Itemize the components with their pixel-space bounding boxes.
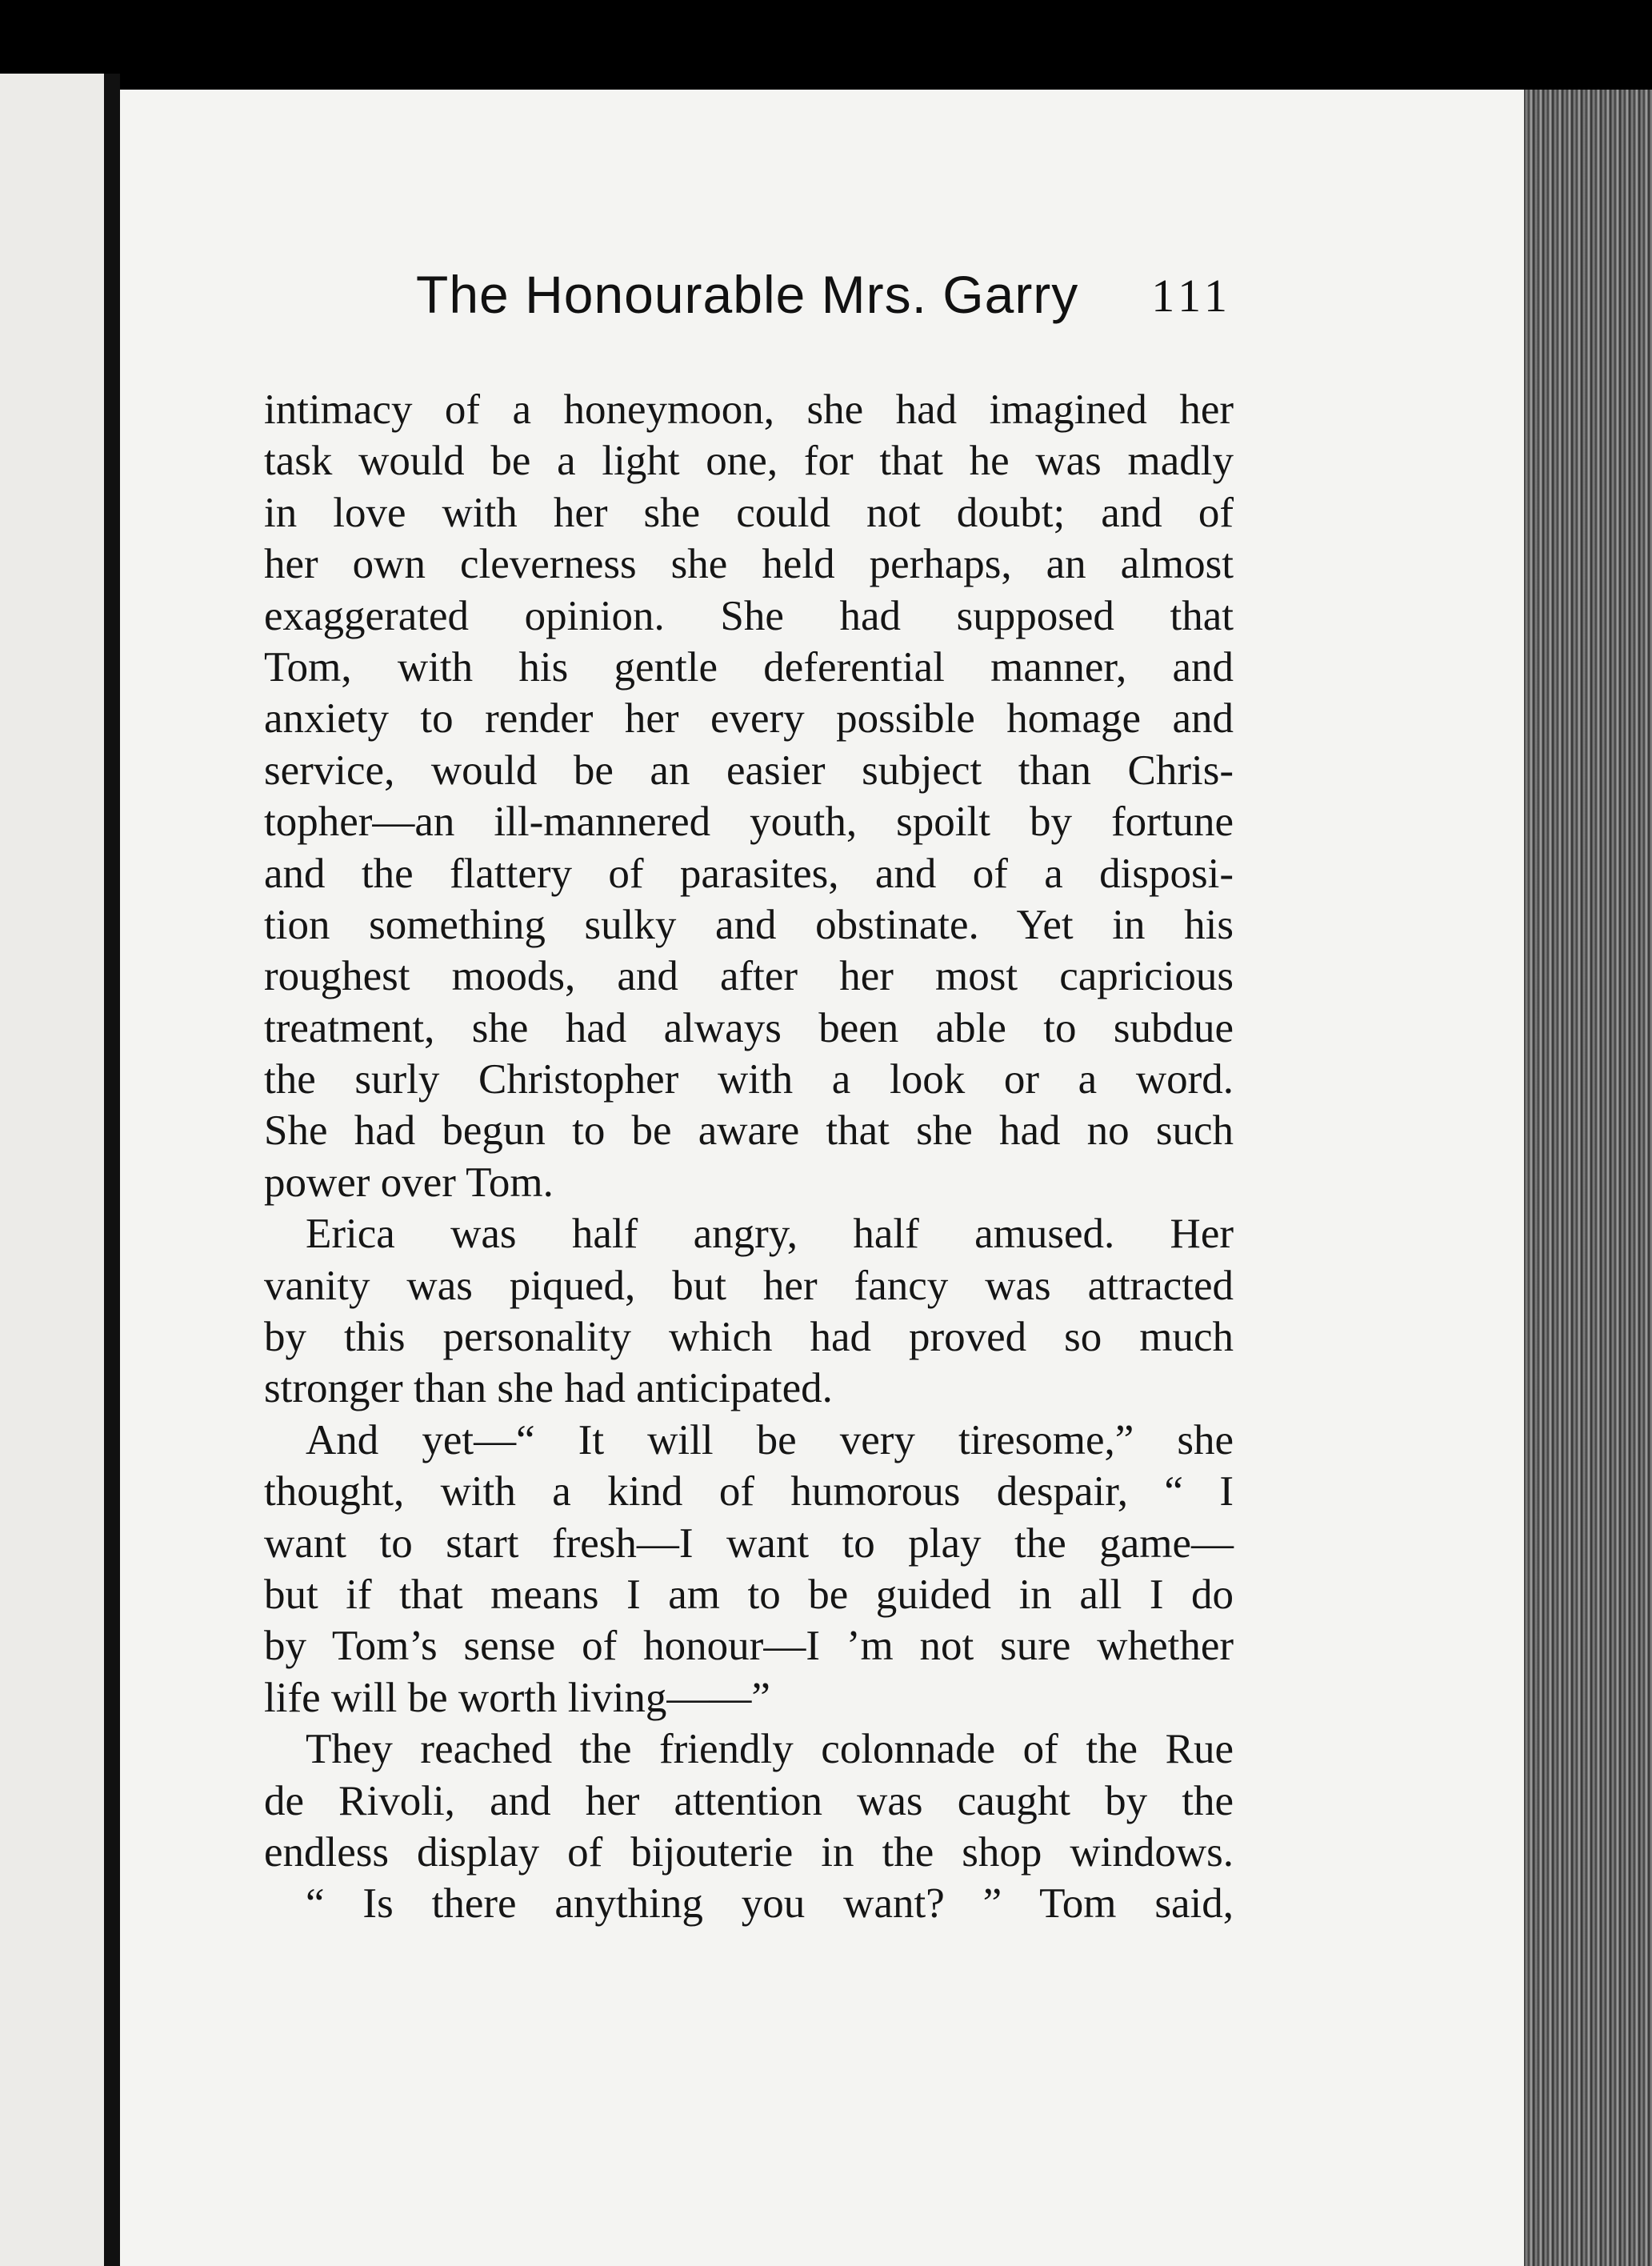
text-line: intimacy of a honeymoon, she had imagined her [264,386,1234,433]
text-line: And yet—“ It will be very tiresome,” she [306,1416,1234,1463]
page-number: 111 [1151,270,1232,322]
text-line: by this personality which had proved so much [264,1314,1234,1361]
text-line: by Tom’s sense of honour—I ’m not sure whether [264,1623,1234,1670]
text-line: Tom, with his gentle deferential manner, and [264,643,1234,691]
text-line: life will be worth living——” [264,1674,770,1721]
text-line: vanity was piqued, but her fancy was attracted [264,1262,1234,1309]
book-gutter [104,74,120,2266]
text-line: want to start fresh—I want to play the game— [264,1519,1234,1567]
text-line: service, would be an easier subject than Chris- [264,747,1234,794]
running-head-title: The Honourable Mrs. Garry [416,265,1079,324]
text-line: topher—an ill-mannered youth, spoilt by fortune [264,799,1234,846]
text-line: exaggerated opinion. She had supposed that [264,592,1234,639]
running-head [288,264,1248,344]
text-line: anxiety to render her every possible homage and [264,695,1234,743]
text-line: tion something sulky and obstinate. Yet in his [264,901,1234,948]
text-line: treatment, she had always been able to subdue [264,1004,1234,1051]
text-line: They reached the friendly colonnade of the Rue [306,1726,1234,1773]
text-line: in love with her she could not doubt; and of [264,489,1234,536]
text-line: the surly Christopher with a look or a word. [264,1056,1234,1103]
text-line: and the flattery of parasites, and of a disposi- [264,850,1234,897]
text-line: roughest moods, and after her most capricious [264,953,1234,1000]
text-line: task would be a light one, for that he was madly [264,438,1234,485]
text-line: stronger than she had anticipated. [264,1365,833,1412]
text-line: her own cleverness she held perhaps, an almost [264,541,1234,588]
text-line: but if that means I am to be guided in all I do [264,1571,1234,1618]
text-line: de Rivoli, and her attention was caught by the [264,1777,1234,1824]
body-text [264,384,1234,1930]
text-line: endless display of bijouterie in the shop windows. [264,1828,1234,1876]
text-line: “ Is there anything you want? ” Tom said, [306,1880,1234,1928]
left-page-edge [0,74,104,2266]
text-line: power over Tom. [264,1159,554,1206]
page-stack-edge [1524,90,1652,2266]
text-line: Erica was half angry, half amused. Her [306,1211,1234,1258]
text-line: She had begun to be aware that she had no such [264,1107,1234,1155]
text-line: thought, with a kind of humorous despair, “ I [264,1468,1234,1515]
